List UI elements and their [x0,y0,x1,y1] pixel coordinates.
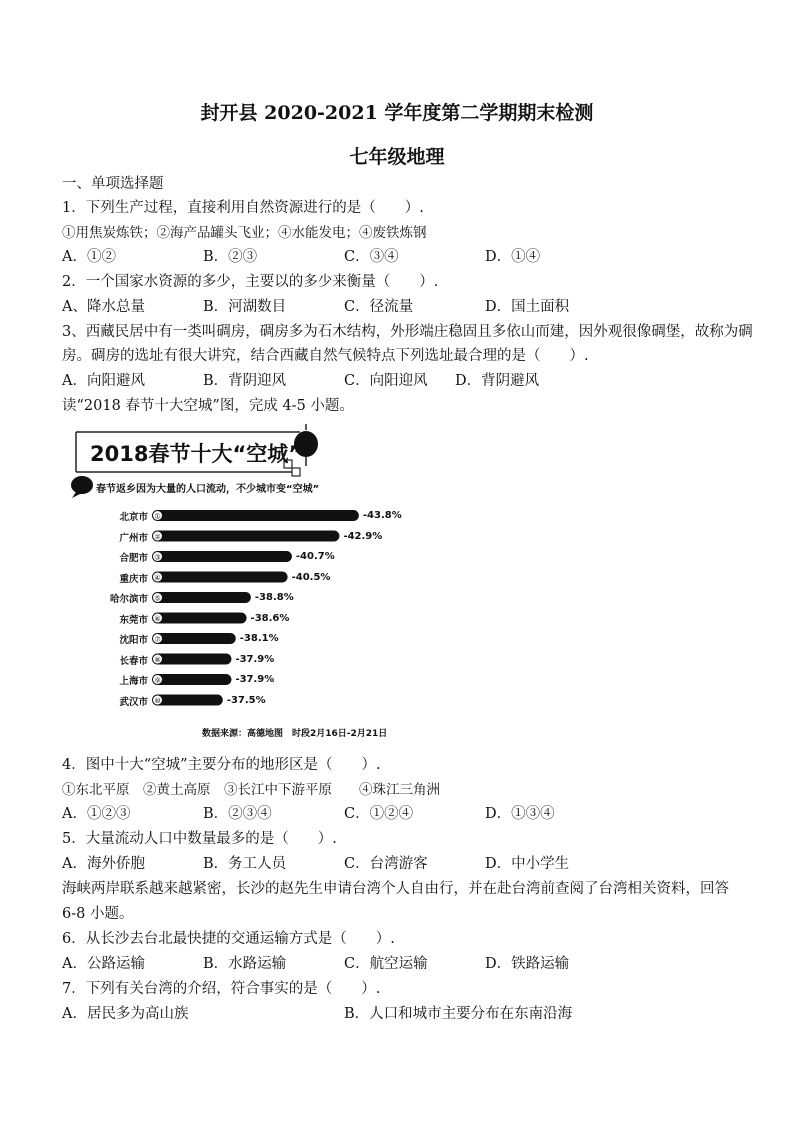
bar-city-label-6: 东莞市 [119,614,148,626]
bar-city-label-1: 北京市 [119,512,148,523]
chart-title: 2018春节十大“空城” [90,442,303,466]
empty-city-chart [62,424,422,744]
q4-option-a: A．①②③ [62,806,131,822]
bar-rank-6: ⑥ [154,615,161,623]
bar-value-label-9: -37.9% [235,674,275,685]
bar-3 [152,551,292,562]
q1-option-d: D．①④ [485,249,541,265]
bar-rank-8: ⑧ [154,656,161,664]
q1-option-b: B．②③ [203,249,258,265]
exam-subtitle: 七年级地理 [349,146,445,168]
speech-bubble-icon [71,476,93,498]
bar-city-label-7: 沈阳市 [119,635,148,646]
bar-rank-3: ③ [154,553,161,562]
bar-value-label-10: -37.5% [226,694,266,706]
bar-city-label-3: 合肥市 [119,553,148,564]
bar-rank-7: ⑦ [154,635,161,644]
bar-10 [152,695,223,706]
bar-rank-4: ④ [154,574,161,582]
q1-option-c: C．③④ [344,249,399,265]
q2-option-c: C．径流量 [344,299,414,315]
bar-rank-5: ⑤ [154,594,161,603]
chart-subtitle: 春节返乡因为大量的人口流动，不少城市变“空城” [96,484,320,495]
bar-rank-2: ② [154,533,161,541]
bar-2 [152,531,339,542]
q5-option-a: A．海外侨胞 [62,856,145,872]
bar-5 [152,592,251,603]
bar-4 [152,572,288,583]
bar-7 [152,633,236,644]
bar-city-label-8: 长春市 [119,655,148,667]
q2-option-b: B．河湖数目 [203,299,287,315]
q3-option-d: D．背阴避风 [455,373,540,389]
bar-city-label-5: 哈尔滨市 [109,594,148,605]
q3-stem-line2: 房。碉房的选址有很大讲究，结合西藏自然气候特点下列选址最合理的是（ ）. [62,348,589,364]
q1-items: ①用焦炭炼铁；②海产品罐头飞业；④水能发电；④废铁炼钢 [62,225,427,241]
q6-option-d: D．铁路运输 [485,956,570,972]
q3-option-b: B．背阴迎风 [203,373,287,389]
bar-value-label-4: -40.5% [291,571,331,583]
q3-option-a: A．向阳避风 [62,373,145,389]
chart-source: 数据来源：高德地图 时段2月16日-2月21日 [202,729,388,739]
exam-title: 封开县 2020-2021 学年度第二学期期末检测 [200,102,594,124]
q5-option-c: C．台湾游客 [344,856,428,872]
bar-value-label-6: -38.6% [250,612,290,624]
bar-rank-9: ⑨ [154,676,161,685]
bar-value-label-3: -40.7% [295,551,335,562]
intro-6-8-line2: 6-8 小题。 [62,906,134,922]
q5-option-d: D．中小学生 [485,856,570,872]
frame-corner-ornament-2 [292,468,300,476]
q6-option-a: A．公路运输 [62,956,145,972]
bar-rank-10: ⑩ [154,697,161,705]
q6-option-c: C．航空运输 [344,956,428,972]
bar-city-label-2: 广州市 [119,532,148,544]
bar-rank-1: ① [154,512,161,521]
q1-stem: 1．下列生产过程，直接利用自然资源进行的是（ ）. [62,200,424,216]
bar-value-label-5: -38.8% [254,592,294,603]
q6-option-b: B．水路运输 [203,956,287,972]
bar-city-label-4: 重庆市 [119,573,148,585]
q6-stem: 6．从长沙去台北最快捷的交通运输方式是（ ）. [62,931,395,947]
bar-city-label-9: 上海市 [119,676,148,687]
q2-option-a: A、降水总量 [62,299,145,315]
q4-option-c: C．①②④ [344,806,414,822]
bar-value-label-1: -43.8% [362,510,402,521]
q7-option-a: A．居民多为高山族 [62,1006,189,1022]
bar-value-label-2: -42.9% [343,530,383,542]
q7-option-b: B．人口和城市主要分布在东南沿海 [344,1006,573,1022]
chart-intro: 读“2018 春节十大空城”图，完成 4-5 小题。 [62,398,354,414]
q4-option-d: D．①③④ [485,806,555,822]
intro-6-8-line1: 海峡两岸联系越来越紧密，长沙的赵先生申请台湾个人自由行，并在赴台湾前查阅了台湾相关资料，回答 [62,881,729,897]
q1-option-a: A．①② [62,249,116,265]
q2-stem: 2．一个国家水资源的多少，主要以的多少来衡量（ ）. [62,274,439,290]
q3-option-c: C．向阳迎风 [344,373,428,389]
q5-option-b: B．务工人员 [203,856,287,872]
bar-1 [152,510,359,521]
q2-option-d: D．国土面积 [485,299,570,315]
q3-stem-line1: 3、西藏民居中有一类叫碉房，碉房多为石木结构，外形端庄稳固且多依山而建，因外观很像碉堡，故称为碉 [62,324,753,340]
bar-6 [152,613,247,624]
bar-city-label-10: 武汉市 [119,696,148,708]
bar-value-label-7: -38.1% [239,633,279,644]
q5-stem: 5．大量流动人口中数量最多的是（ ）. [62,831,337,847]
q4-items: ①东北平原 ②黄土高原 ③长江中下游平原 ④珠江三角洲 [62,782,440,798]
bar-9 [152,674,231,685]
q7-stem: 7．下列有关台湾的介绍，符合事实的是（ ）. [62,981,381,997]
q4-stem: 4．图中十大“空城”主要分布的地形区是（ ）. [62,757,381,773]
section-heading: 一、单项选择题 [62,176,164,192]
q4-option-b: B．②③④ [203,806,272,822]
bar-8 [152,654,231,665]
bar-value-label-8: -37.9% [235,653,275,665]
